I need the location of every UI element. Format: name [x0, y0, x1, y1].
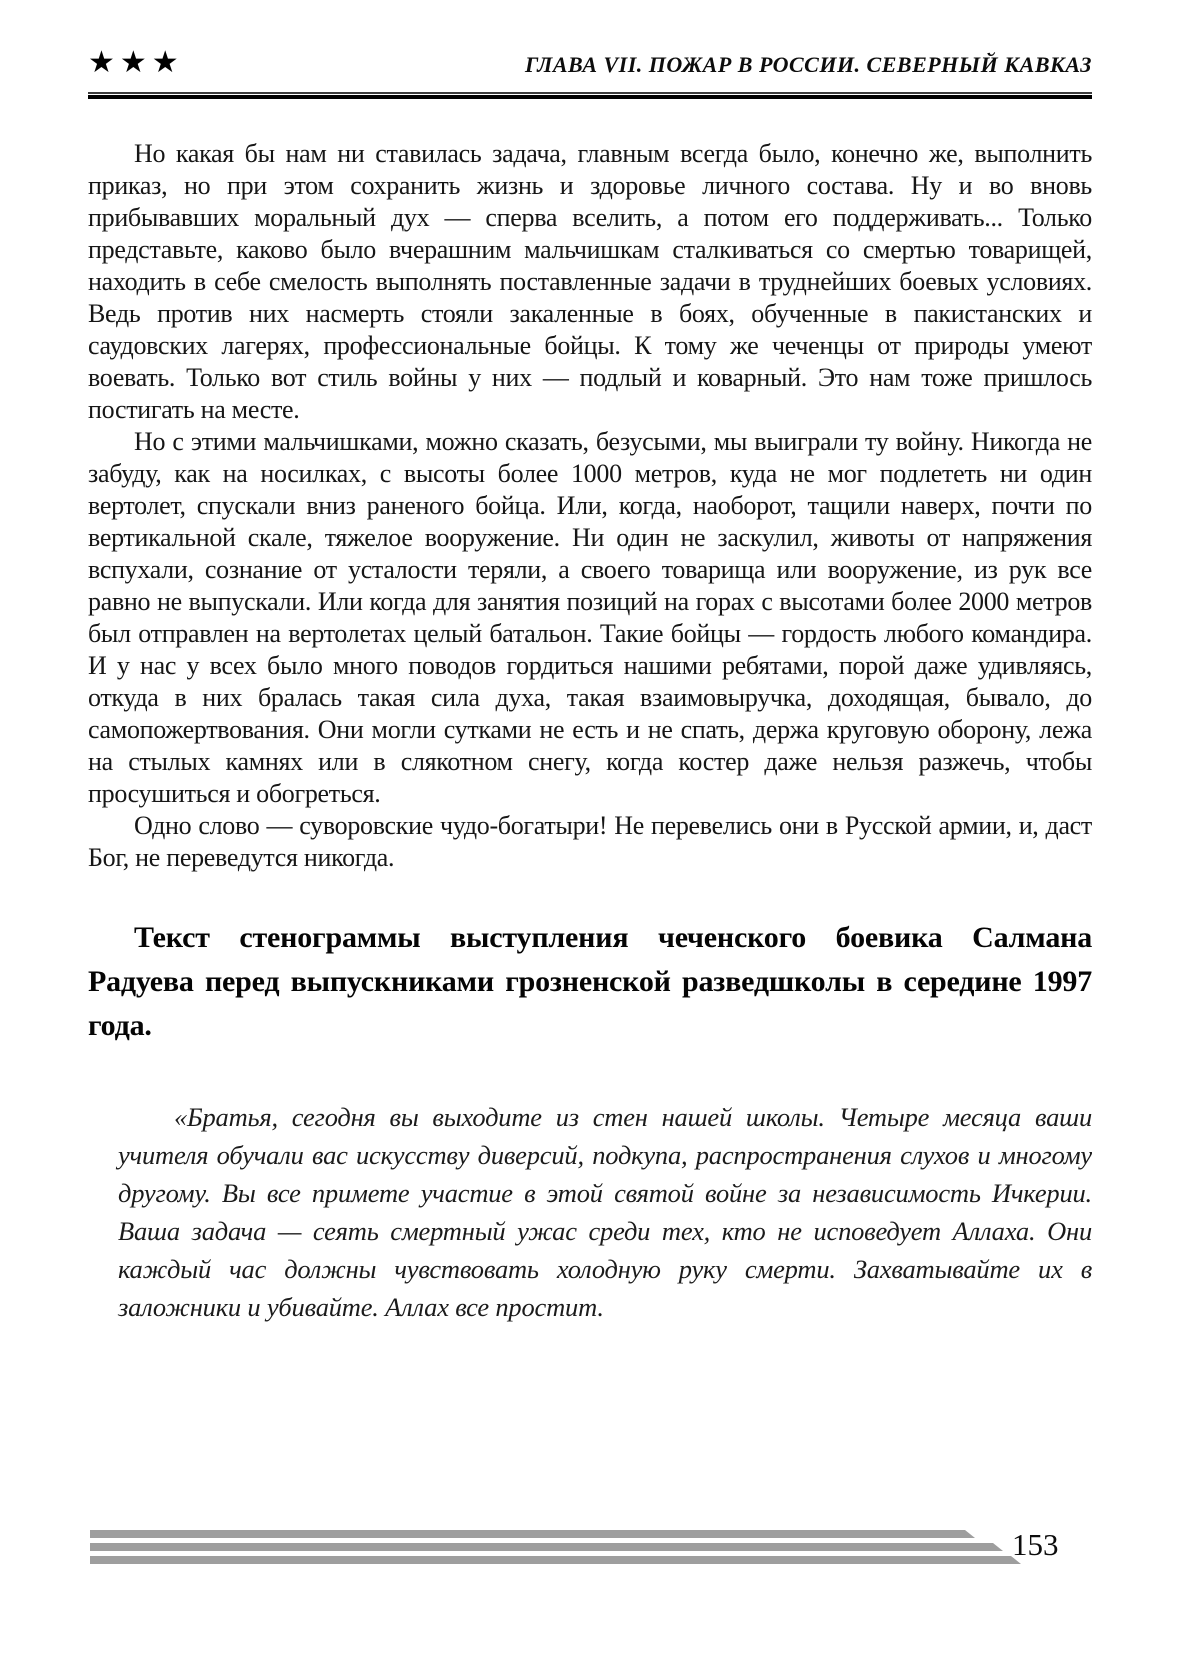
text-column: [88, 138, 1092, 1513]
footer-decoration: [90, 1530, 1021, 1564]
chapter-running-title: ГЛАВА VII. ПОЖАР В РОССИИ. СЕВЕРНЫЙ КАВКАЗ: [524, 52, 1092, 77]
footer-bar: [90, 1530, 975, 1538]
header-rule: [88, 92, 1092, 99]
section-heading: Текст стенограммы выступления чеченского боевика Салмана Радуева перед выпускниками грозненской разведшколы в середине 1997 года.: [88, 921, 1092, 1042]
footer-bar: [90, 1543, 1003, 1551]
header-rule-thick-line: [88, 95, 1092, 99]
running-head: [88, 46, 1092, 80]
body-paragraph: Одно слово — суворовские чудо-богатыри! Не перевелись они в Русской армии, и, даст Бог, не переведутся никогда.: [88, 811, 1092, 872]
body-paragraph: Но с этими мальчишками, можно сказать, безусыми, мы выиграли ту войну. Никогда не забуду, как на носилках, с высоты более 1000 метров, куда не мог подлететь ни один вертолет, спускали вниз раненого бойца. Или, когда, наоборот, тащили наверх, почти по вертикальной скале, тяжелое вооружение. Ни один не заскулил, животы от напряжения вспухали, сознание от усталости теряли, а своего товарища или вооружение, из рук все равно не выпускали. Или когда для занятия позиций на горах с высотами более 2000 метров был отправлен на вертолетах целый батальон. Такие бойцы — гордость любого командира. И у нас у всех было много поводов гордиться нашими ребятами, порой даже удивляясь, откуда в них бралась такая сила духа, такая взаимовыручка, доходящая, бывало, до самопожертвования. Они могли сутками не есть и не спать, держа круговую оборону, лежа на стылых камнях или в слякотном снегу, когда костер даже нельзя разжечь, чтобы просушиться и обогреться.: [88, 427, 1092, 808]
quote-paragraph: «Братья, сегодня вы выходите из стен нашей школы. Четыре месяца ваши учителя обучали вас искусству диверсий, подкупа, распространения слухов и многому другому. Вы все примете участие в этой святой войне за независимость Ичкерии. Ваша задача — сеять смертный ужас среди тех, кто не исповедует Аллаха. Они каждый час должны чувствовать холодную руку смерти. Захватывайте их в заложники и убивайте. Аллах все простит.: [118, 1102, 1092, 1322]
page-number: 153: [1012, 1527, 1059, 1562]
three-stars-icon: ★★★: [88, 45, 184, 80]
footer-bar: [90, 1556, 1021, 1564]
body-paragraph: Но какая бы нам ни ставилась задача, главным всегда было, конечно же, выполнить приказ, но при этом сохранить жизнь и здоровье личного состава. Ну и во вновь прибывавших моральный дух — сперва вселить, а потом его поддерживать... Только представьте, каково было вчерашним мальчишкам сталкиваться со смертью товарищей, находить в себе смелость выполнять поставленные задачи в труднейших боевых условиях. Ведь против них насмерть стояли закаленные в боях, обученные в пакистанских и саудовских лагерях, профессиональные бойцы. К тому же чеченцы от природы умеют воевать. Только вот стиль войны у них — подлый и коварный. Это нам тоже пришлось постигать на месте.: [88, 139, 1092, 424]
